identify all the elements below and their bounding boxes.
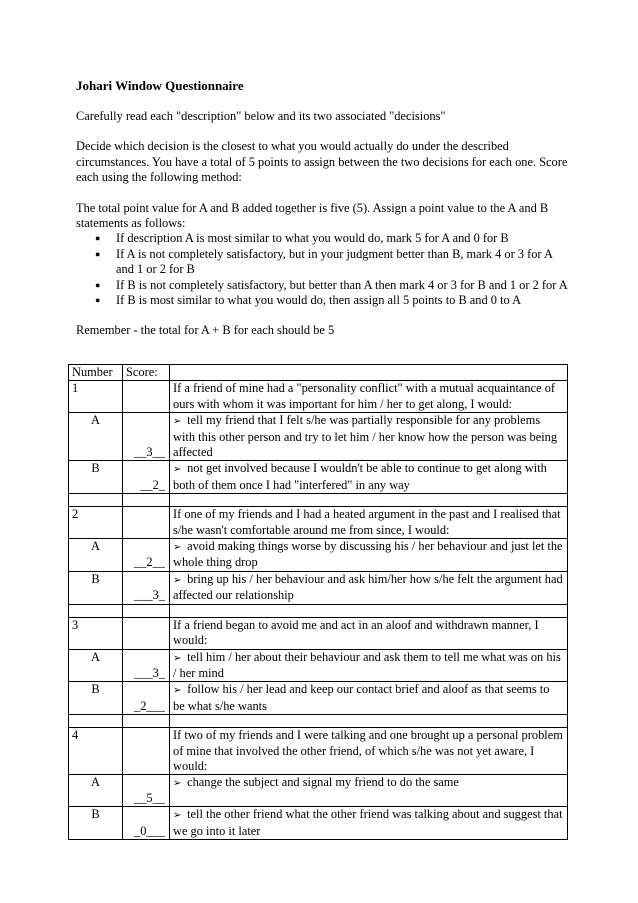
scoring-rule: ● If B is most similar to what you would do, then assign all 5 points to B and 0 to A xyxy=(116,293,571,308)
option-label: A xyxy=(69,649,123,682)
option-a-row xyxy=(69,649,568,682)
question-number: 3 xyxy=(69,617,123,649)
document-title: Johari Window Questionnaire xyxy=(76,78,244,93)
option-b-row xyxy=(69,461,568,494)
score-field[interactable]: ___3_ xyxy=(123,571,170,604)
question-row xyxy=(69,381,568,413)
arrow-bullet-icon: ➢ xyxy=(173,778,182,790)
table-header-row xyxy=(69,365,568,381)
option-b-row xyxy=(69,807,568,840)
arrow-bullet-icon: ➢ xyxy=(173,464,182,476)
question-description: If a friend of mine had a "personality conflict" with a mutual acquaintance of ours with whom it was important for him / her to get along, I would: xyxy=(170,381,568,413)
option-label: B xyxy=(69,807,123,840)
intro-paragraph-1: Carefully read each "description" below and its two associated "decisions" xyxy=(76,109,446,123)
intro-paragraph-2: Decide which decision is the closest to what you would actually do under the described circumstances. You have a total of 5 points to assign between the two decisions for each one. Score each using the following method: xyxy=(76,139,568,185)
question-row xyxy=(69,617,568,649)
question-row xyxy=(69,728,568,775)
document-body xyxy=(76,78,571,354)
option-label: B xyxy=(69,461,123,494)
arrow-bullet-icon: ➢ xyxy=(173,652,182,664)
score-field[interactable]: __2_ xyxy=(123,461,170,494)
spacer-row xyxy=(69,715,568,728)
option-text: ➢ tell my friend that I felt s/he was partially responsible for any problems with this other person and try to let him / her know how the person was being affected xyxy=(170,413,568,461)
score-field[interactable]: ___3_ xyxy=(123,649,170,682)
option-text: ➢ avoid making things worse by discussing his / her behaviour and just let the whole thing drop xyxy=(170,539,568,572)
remember-note: Remember - the total for A + B for each should be 5 xyxy=(76,323,335,338)
option-b-row xyxy=(69,682,568,715)
option-a-row xyxy=(69,413,568,461)
arrow-bullet-icon: ➢ xyxy=(173,685,182,697)
question-description: If a friend began to avoid me and act in an aloof and withdrawn manner, I would: xyxy=(170,617,568,649)
spacer-row xyxy=(69,604,568,617)
option-label: A xyxy=(69,413,123,461)
score-field[interactable]: __3__ xyxy=(123,413,170,461)
scoring-rule: ● If B is not completely satisfactory, but better than A then mark 4 or 3 for B and 1 or 2 for A xyxy=(116,278,571,293)
option-label: B xyxy=(69,571,123,604)
scoring-rule: ● If description A is most similar to what you would do, mark 5 for A and 0 for B xyxy=(116,231,571,246)
questionnaire-table xyxy=(68,364,568,840)
header-score: Score: xyxy=(123,365,170,381)
option-text: ➢ tell the other friend what the other friend was talking about and suggest that we go into it later xyxy=(170,807,568,840)
question-description: If one of my friends and I had a heated argument in the past and I realised that s/he wasn't comfortable around me from since, I would: xyxy=(170,507,568,539)
option-label: A xyxy=(69,775,123,807)
option-text: ➢ bring up his / her behaviour and ask him/her how s/he felt the argument had affected our relationship xyxy=(170,571,568,604)
option-label: B xyxy=(69,682,123,715)
option-a-row xyxy=(69,775,568,807)
score-field[interactable]: __2__ xyxy=(123,539,170,572)
spacer-row xyxy=(69,494,568,507)
score-field[interactable]: __5__ xyxy=(123,775,170,807)
question-row xyxy=(69,507,568,539)
scoring-rules-list xyxy=(76,231,571,308)
arrow-bullet-icon: ➢ xyxy=(173,574,182,586)
score-field[interactable]: _2___ xyxy=(123,682,170,715)
score-field[interactable]: _0___ xyxy=(123,807,170,840)
question-number: 2 xyxy=(69,507,123,539)
option-a-row xyxy=(69,539,568,572)
option-text: ➢ tell him / her about their behaviour and ask them to tell me what was on his / her mind xyxy=(170,649,568,682)
header-number: Number xyxy=(69,365,123,381)
scoring-rule: ● If A is not completely satisfactory, but in your judgment better than B, mark 4 or 3 for A and 1 or 2 for B xyxy=(116,247,571,278)
question-number: 4 xyxy=(69,728,123,775)
option-text: ➢ change the subject and signal my friend to do the same xyxy=(170,775,568,807)
question-number: 1 xyxy=(69,381,123,413)
question-description: If two of my friends and I were talking and one brought up a personal problem of mine that involved the other friend, of which s/he was not yet aware, I would: xyxy=(170,728,568,775)
option-b-row xyxy=(69,571,568,604)
option-text: ➢ not get involved because I wouldn't be able to continue to get along with both of them once I had "interfered" in any way xyxy=(170,461,568,494)
arrow-bullet-icon: ➢ xyxy=(173,810,182,822)
option-text: ➢ follow his / her lead and keep our contact brief and aloof as that seems to be what s/he wants xyxy=(170,682,568,715)
arrow-bullet-icon: ➢ xyxy=(173,542,182,554)
header-description xyxy=(170,365,568,381)
arrow-bullet-icon: ➢ xyxy=(173,416,182,428)
intro-paragraph-3: The total point value for A and B added together is five (5). Assign a point value to the A and B statements as follows: xyxy=(76,200,549,231)
option-label: A xyxy=(69,539,123,572)
